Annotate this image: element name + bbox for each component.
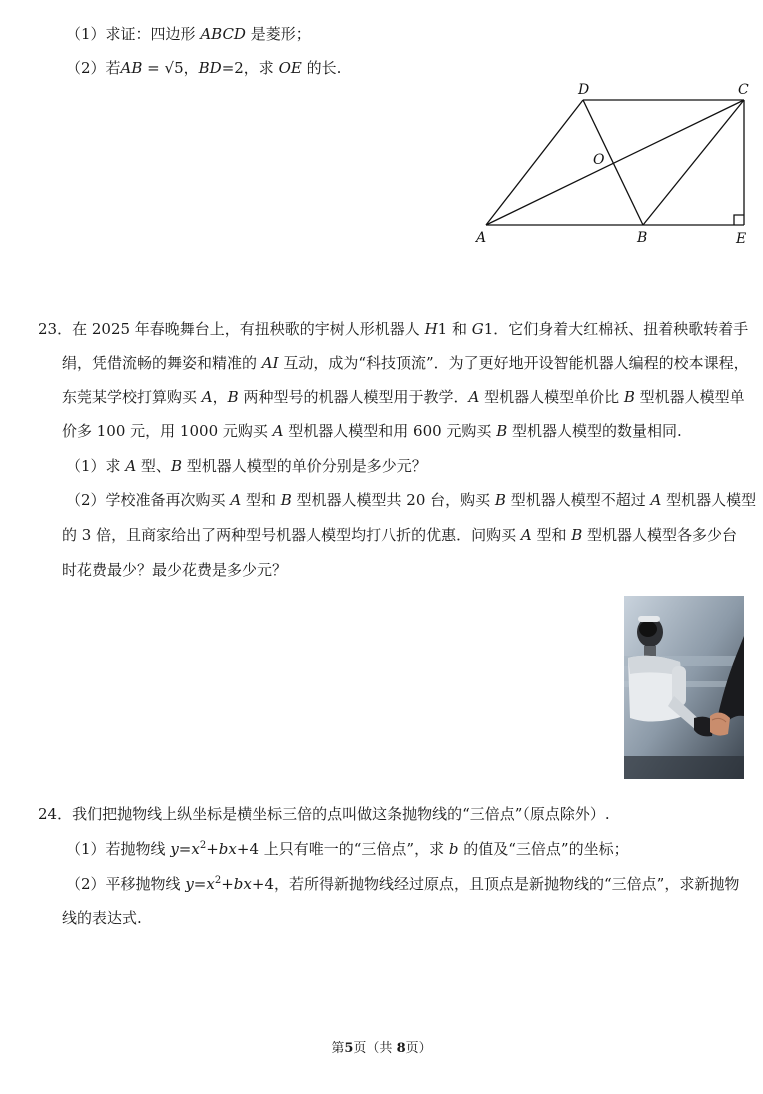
- var-a: A: [468, 388, 480, 406]
- q23-l1-a2: 1 和: [437, 320, 472, 338]
- q23-l3-e: 型机器人模型单: [634, 388, 745, 406]
- label-b: B: [637, 230, 648, 246]
- q22-part1-suffix: 是菱形；: [245, 25, 311, 43]
- q24-line4: [62, 908, 142, 928]
- segment-bc: [643, 100, 744, 225]
- label-e: E: [736, 231, 747, 247]
- q23-l6-a: （2）学校准备再次购买: [66, 491, 231, 509]
- q23-l6-d: 型机器人模型不超过: [505, 491, 651, 509]
- q23-l6-e: 型机器人模型: [661, 491, 757, 509]
- var-ab: AB: [120, 59, 143, 77]
- q23-l5-c: 型机器人模型的单价分别是多少元？: [181, 457, 427, 475]
- q23-l3-a: 东莞某学校打算购买: [62, 388, 202, 406]
- var-a: A: [201, 388, 213, 406]
- right-angle-mark: [734, 215, 744, 225]
- q24-l3-rest: +4，若所得新抛物线经过原点，且顶点是新抛物线的“三倍点”，求新抛物: [251, 875, 740, 893]
- q23-line8: [62, 560, 287, 580]
- var-a: A: [272, 422, 284, 440]
- var-x: x: [206, 875, 215, 893]
- var-h: H: [424, 320, 438, 338]
- q24-l2-eq: =: [178, 840, 192, 858]
- q23-l5-a: （1）求: [66, 457, 126, 475]
- q24-l3-a: （2）平移抛物线: [66, 875, 186, 893]
- var-b: b: [218, 840, 229, 858]
- diagonal-bd: [583, 100, 643, 225]
- var-b: B: [280, 491, 292, 509]
- q23-line7: [62, 525, 737, 545]
- q24-part1: [66, 839, 629, 859]
- q23-line2: [62, 353, 749, 373]
- q23-l6-c: 型机器人模型共 20 台，购买: [291, 491, 495, 509]
- q23-l3-b: ，: [212, 388, 228, 406]
- q23-l3-c: 两种型号的机器人模型用于教学．: [238, 388, 469, 406]
- var-b: B: [170, 457, 182, 475]
- var-b: b: [233, 875, 244, 893]
- q23-number: 23．: [38, 320, 73, 338]
- q23-l7-c: 型机器人模型各多少台: [582, 526, 738, 544]
- q24-line1: [38, 804, 610, 824]
- var-a: A: [125, 457, 137, 475]
- q22-part2-suffix: 的长.: [301, 59, 342, 77]
- q23-line3: [62, 387, 745, 407]
- var-b: b: [448, 840, 459, 858]
- q24-l2-a: （1）若抛物线: [66, 840, 171, 858]
- var-g: G: [471, 320, 484, 338]
- var-y: y: [170, 840, 179, 858]
- label-d: D: [578, 82, 590, 98]
- q24-part2: [66, 874, 739, 894]
- var-b: B: [623, 388, 635, 406]
- var-ai: AI: [261, 354, 279, 372]
- label-o: O: [593, 152, 605, 168]
- footer-c: 页）: [405, 1041, 432, 1056]
- q23-l4-a: 价多 100 元，用 1000 元购买: [62, 422, 273, 440]
- q24-l4-a: 线的表达式.: [62, 909, 142, 927]
- page-number: 5: [344, 1041, 354, 1056]
- var-b: B: [227, 388, 239, 406]
- var-y: y: [185, 875, 194, 893]
- q24-l3-plus: +: [221, 875, 234, 893]
- var-a: A: [520, 526, 532, 544]
- q22-part2-prefix: （2）若: [66, 59, 121, 77]
- q24-l2-plus: +: [206, 840, 219, 858]
- exponent: 2: [214, 875, 222, 886]
- q23-l2-b: 互动，成为“科技顶流”．为了更好地开设智能机器人编程的校本课程，: [278, 354, 749, 372]
- q24-l2-rest: +4 上只有唯一的“三倍点”，求: [236, 840, 449, 858]
- q23-line4: [62, 421, 682, 441]
- page-total: 8: [396, 1041, 406, 1056]
- q23-l7-b: 型和: [531, 526, 572, 544]
- diagonal-ac: [486, 100, 744, 225]
- q23-part1: [66, 456, 427, 476]
- var-x: x: [243, 875, 252, 893]
- q23-l4-b: 型机器人模型和用 600 元购买: [283, 422, 497, 440]
- var-a: A: [650, 491, 662, 509]
- q23-l4-c: 型机器人模型的数量相同.: [507, 422, 682, 440]
- q23-l3-d: 型机器人模型单价比: [479, 388, 624, 406]
- var-a: A: [230, 491, 242, 509]
- q23-l5-b: 型、: [136, 457, 171, 475]
- label-a: A: [476, 230, 487, 246]
- robot-handshake-photo: [624, 596, 744, 779]
- exponent: 2: [199, 840, 207, 851]
- var-bd: BD: [198, 59, 222, 77]
- q23-l2-a: 绢，凭借流畅的舞姿和精准的: [62, 354, 262, 372]
- var-abcd: ABCD: [200, 25, 246, 43]
- label-c: C: [738, 82, 749, 98]
- geometry-figure: [470, 78, 760, 253]
- var-x: x: [191, 840, 200, 858]
- var-b: B: [571, 526, 583, 544]
- var-x: x: [228, 840, 237, 858]
- q23-l8-a: 时花费最少？最少花费是多少元？: [62, 561, 288, 579]
- q24-l1-a: 24．我们把抛物线上纵坐标是横坐标三倍的点叫做这条抛物线的“三倍点”（原点除外）.: [38, 805, 610, 823]
- footer-a: 第: [331, 1041, 345, 1056]
- q24-l2-tail: 的值及“三倍点”的坐标；: [458, 840, 629, 858]
- q22-part2: [66, 58, 341, 78]
- q23-l1-a3: 1．它们身着大红棉袄、扭着秧歌转着手: [483, 320, 749, 338]
- q22-part1: [66, 24, 311, 44]
- footer-b: 页（共: [353, 1041, 397, 1056]
- q22-part2-eq2: =2，求: [221, 59, 279, 77]
- q24-l3-eq: =: [193, 875, 207, 893]
- page-footer: [0, 1040, 763, 1058]
- q22-part2-eq1: = √5，: [142, 59, 199, 77]
- var-oe: OE: [278, 59, 302, 77]
- q23-l6-b: 型和: [241, 491, 281, 509]
- var-b: B: [496, 422, 508, 440]
- segment-ad: [486, 100, 583, 225]
- q22-part1-text: （1）求证：四边形: [66, 25, 201, 43]
- q23-line1: [38, 319, 748, 339]
- q23-part2: [66, 490, 756, 510]
- var-b: B: [494, 491, 506, 509]
- q23-l7-a: 的 3 倍，且商家给出了两种型号机器人模型均打八折的优惠．问购买: [62, 526, 521, 544]
- q23-l1-a: 在 2025 年春晚舞台上，有扭秧歌的宇树人形机器人: [72, 320, 425, 338]
